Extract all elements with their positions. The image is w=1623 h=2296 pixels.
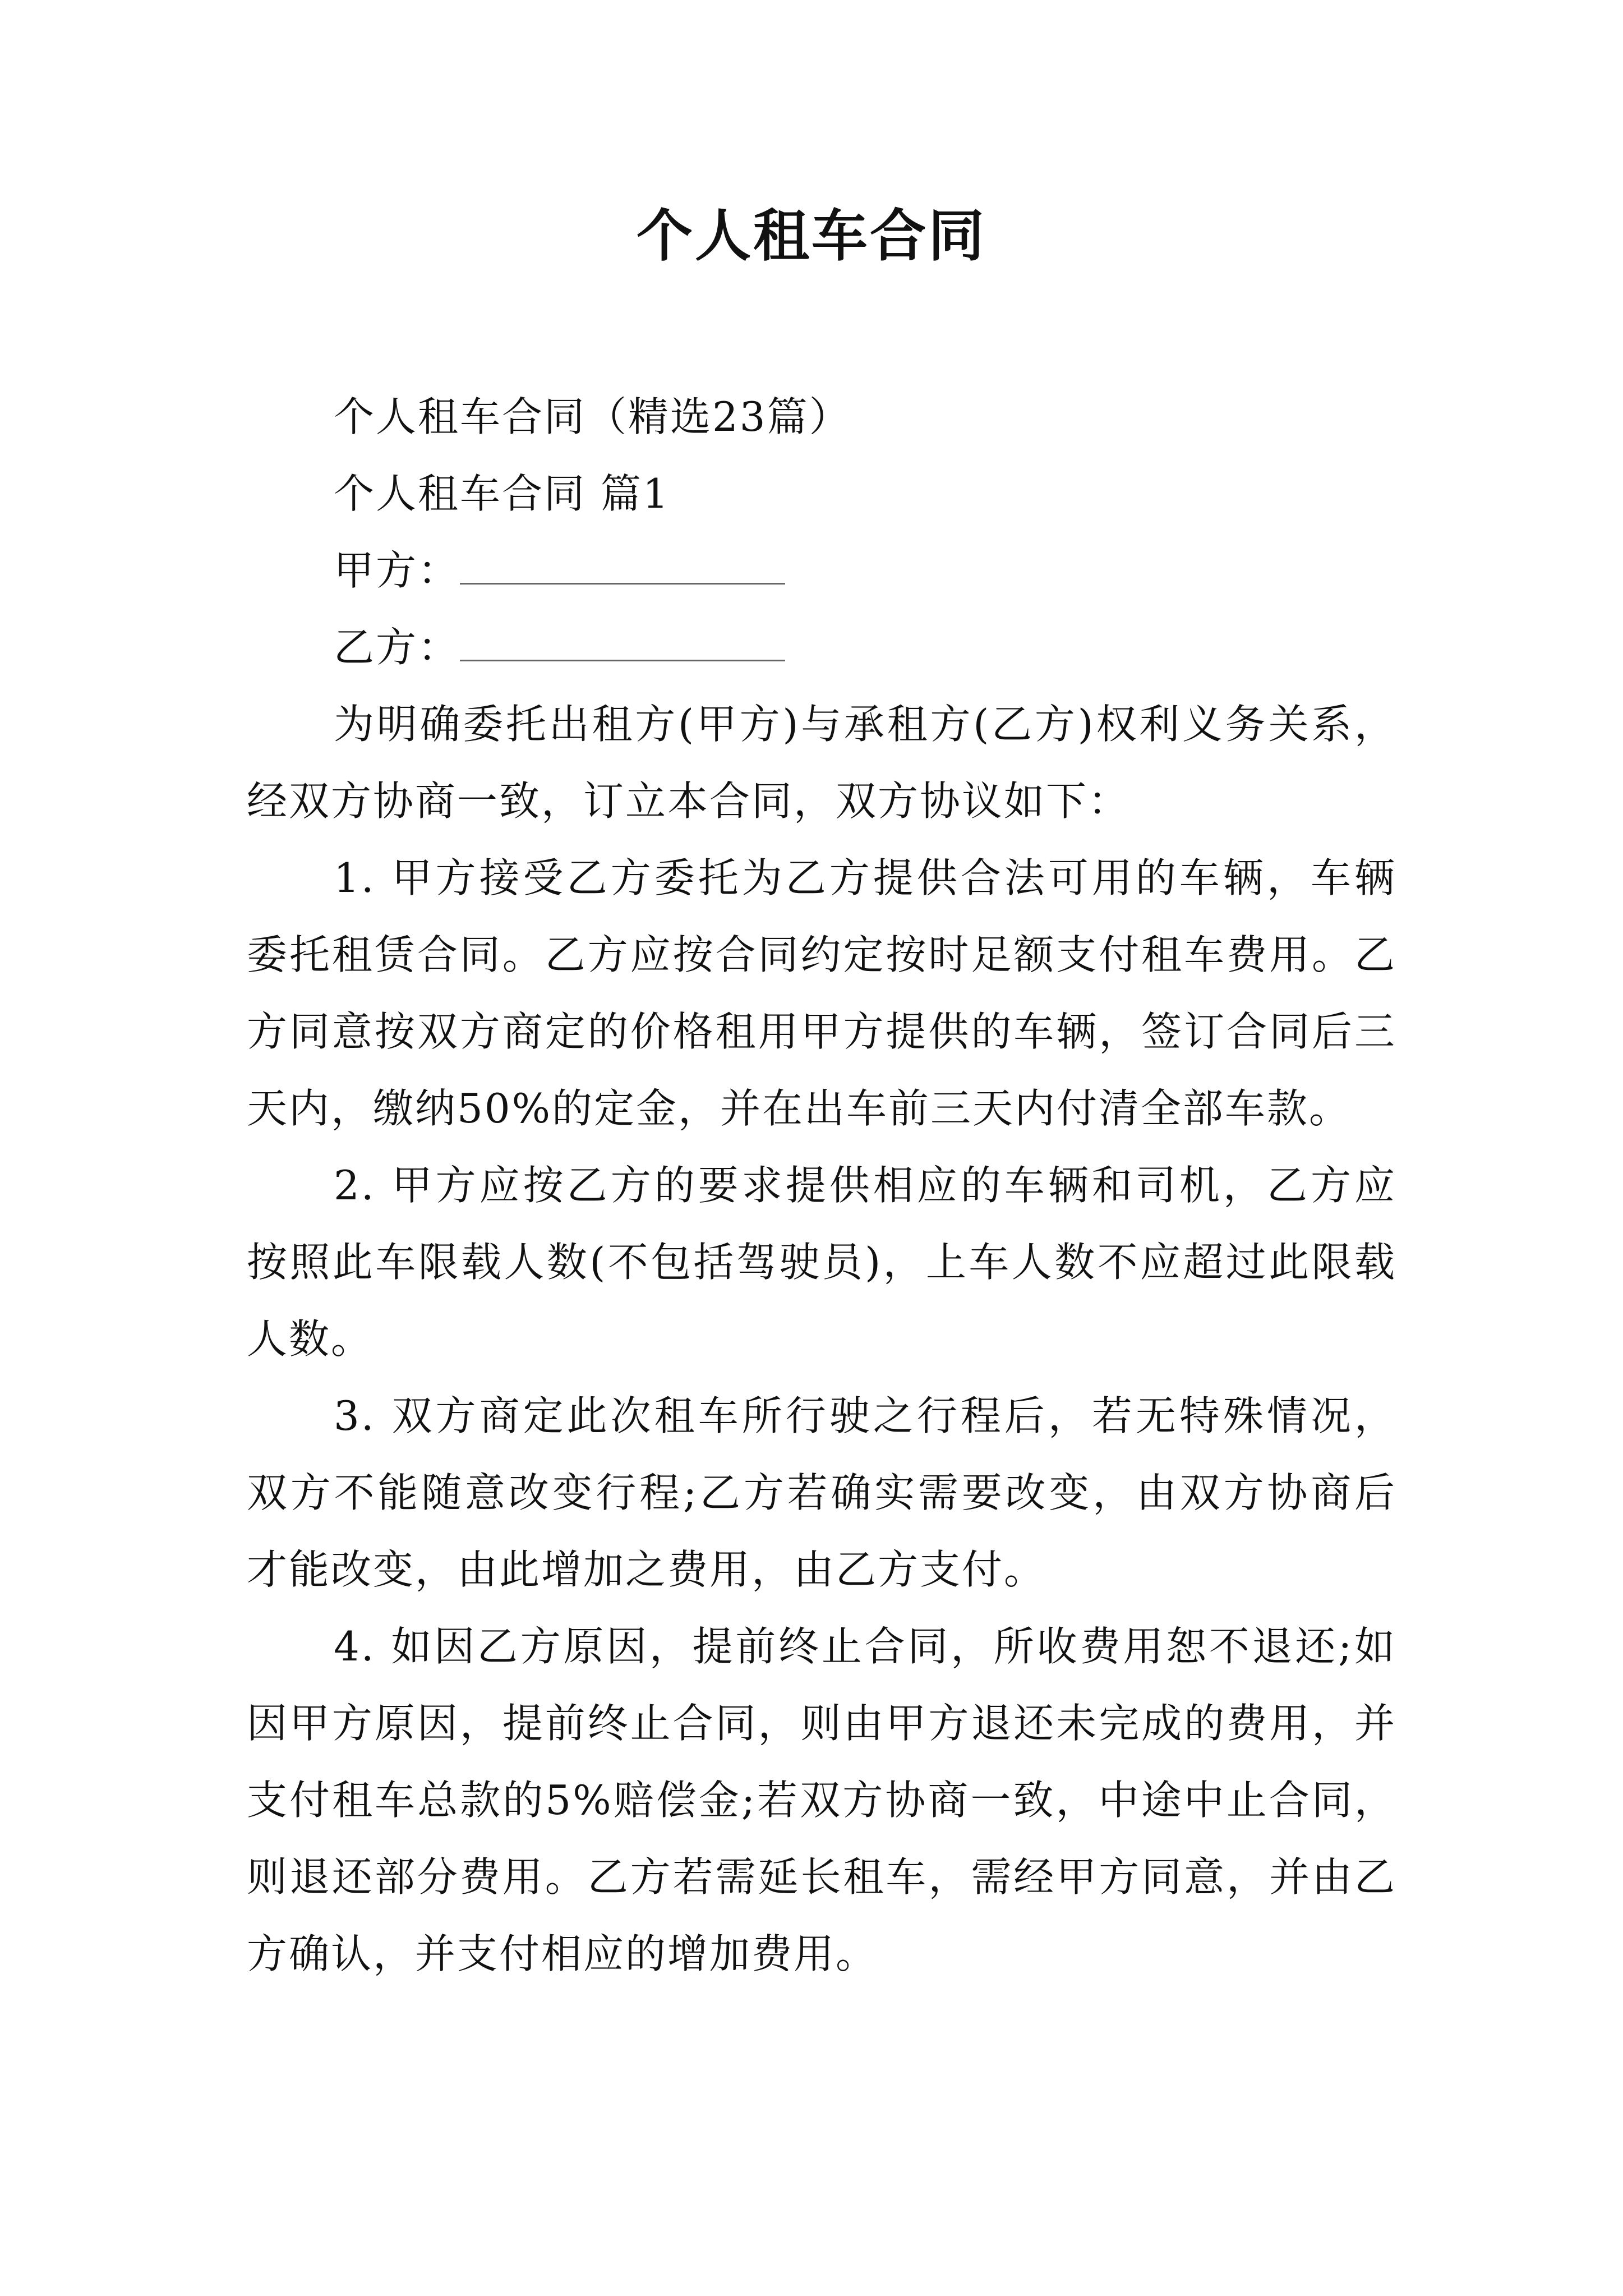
intro-paragraph: 为明确委托出租方(甲方)与承租方(乙方)权利义务关系，经双方协商一致，订立本合同，双方协议如下： bbox=[247, 701, 1396, 825]
document-body bbox=[247, 379, 1396, 1993]
page-title: 个人租车合同 bbox=[637, 203, 986, 269]
party-b-line bbox=[247, 609, 1396, 686]
document-subtitle: 个人租车合同（精选23篇） bbox=[334, 393, 851, 440]
party-a-label: 甲方： bbox=[334, 547, 460, 594]
party-a-line bbox=[247, 532, 1396, 609]
party-a-blank-field[interactable] bbox=[460, 549, 785, 585]
section-heading: 个人租车合同 篇1 bbox=[334, 470, 670, 517]
clause-2: 2. 甲方应按乙方的要求提供相应的车辆和司机，乙方应按照此车限载人数(不包括驾驶员)，上车人数不应超过此限载人数。 bbox=[247, 1162, 1396, 1363]
clause-3: 3. 双方商定此次租车所行驶之行程后，若无特殊情况，双方不能随意改变行程;乙方若确实需要改变，由双方协商后才能改变，由此增加之费用，由乙方支付。 bbox=[247, 1392, 1396, 1593]
party-b-label: 乙方： bbox=[334, 624, 460, 671]
clause-1: 1. 甲方接受乙方委托为乙方提供合法可用的车辆，车辆委托租赁合同。乙方应按合同约定按时足额支付租车费用。乙方同意按双方商定的价格租用甲方提供的车辆，签订合同后三天内，缴纳50%的定金，并在出车前三天内付清全部车款。 bbox=[247, 854, 1396, 1132]
party-b-blank-field[interactable] bbox=[460, 626, 785, 661]
clause-4: 4. 如因乙方原因，提前终止合同，所收费用恕不退还;如因甲方原因，提前终止合同，则由甲方退还未完成的费用，并支付租车总款的5%赔偿金;若双方协商一致，中途中止合同，则退还部分费用。乙方若需延长租车，需经甲方同意，并由乙方确认，并支付相应的增加费用。 bbox=[247, 1623, 1396, 1977]
